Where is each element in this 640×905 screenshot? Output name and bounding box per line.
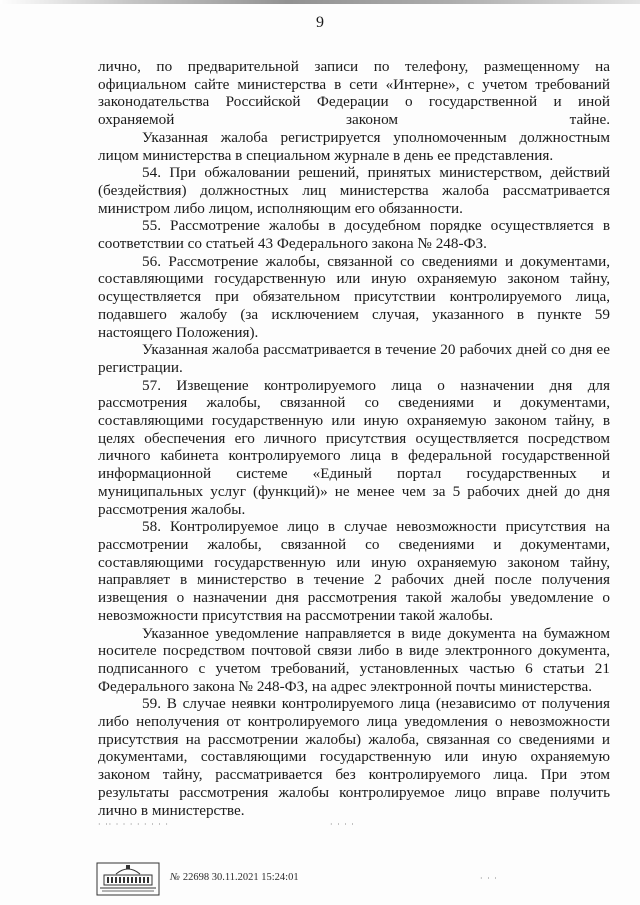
paragraph-58: 58. Контролируемое лицо в случае невозможности присутствия на рассмотрении жалобы, связанной со сведениями и документами, составляющими государственную или иную охраняемую законом тайну, направляет в министерство в течение 2 рабочих дней после получения извещения о назначении дня рассмотрения такой жалобы уведомление о невозможности присутствия на рассмотрении такой жалобы. [98,518,610,624]
document-body [98,58,610,819]
paragraph-notice-delivery: Указанное уведомление направляется в виде документа на бумажном носителе посредством почтовой связи либо в виде электронного документа, подписанного с учетом требований, установленных частью 6 статьи 21 Федерального закона № 248-ФЗ, на адрес электронной почты министерства. [98,624,610,695]
page-number: 9 [316,14,324,31]
paragraph-review-period: Указанная жалоба рассматривается в течение 20 рабочих дней со дня ее регистрации. [98,341,610,376]
registration-number [170,872,299,883]
page-footer [0,812,640,905]
scan-noise: · · · · [330,820,355,829]
number-sign: № [170,872,180,883]
scan-top-edge [0,0,640,4]
paragraph-continuation: лично, по предварительной записи по телефону, размещенному на официальном сайте министерства в сети «Интерне», с учетом требований законодательства Российской Федерации о государственной и иной охраняемой законом тайне. [98,58,610,129]
scan-noise: · ·· · · · · · · · · [98,820,169,829]
paragraph-57: 57. Извещение контролируемого лица о назначении дня для рассмотрения жалобы, связанной со сведениями и документами, составляющими государственную или иную охраняемую законом тайну, в целях обеспечения его личного присутствия осуществляется посредством личного кабинета контролируемого лица в федеральной государственной информационной системе «Единый портал государственных и муниципальных услуг (функций)» не менее чем за 5 рабочих дней до дня рассмотрения жалобы. [98,376,610,518]
paragraph-59: 59. В случае неявки контролируемого лица (независимо от получения либо неполучения от контролируемого лица уведомления о невозможности присутствия на рассмотрении жалобы) жалоба, связанная со сведениями и документами, составляющими государственную или иную охраняемую законом тайну, рассматривается без контролируемого лица. При этом результаты рассмотрения жалобы контролируемое лицо вправе получить лично в министерстве. [98,695,610,819]
paragraph-registration-note: Указанная жалоба регистрируется уполномоченным должностным лицом министерства в специальном журнале в день ее представления. [98,128,610,164]
registration-number-value: 22698 30.11.2021 15:24:01 [182,872,299,883]
paragraph-56: 56. Рассмотрение жалобы, связанной со сведениями и документами, составляющими государственную или иную охраняемую законом тайну, осуществляется при обязательном присутствии контролируемого лица, подавшего жалобу (за исключением случая, указанного в пункте 59 настоящего Положения). [98,252,610,341]
scan-noise: · · · [480,874,498,883]
paragraph-55: 55. Рассмотрение жалобы в досудебном порядке осуществляется в соответствии со статьей 43 Федерального закона № 248-ФЗ. [98,217,610,253]
paragraph-54: 54. При обжаловании решений, принятых министерством, действий (бездействия) должностных лиц министерства жалоба рассматривается министром либо лицом, исполняющим его обязанности. [98,164,610,217]
registration-stamp-icon [96,862,160,896]
